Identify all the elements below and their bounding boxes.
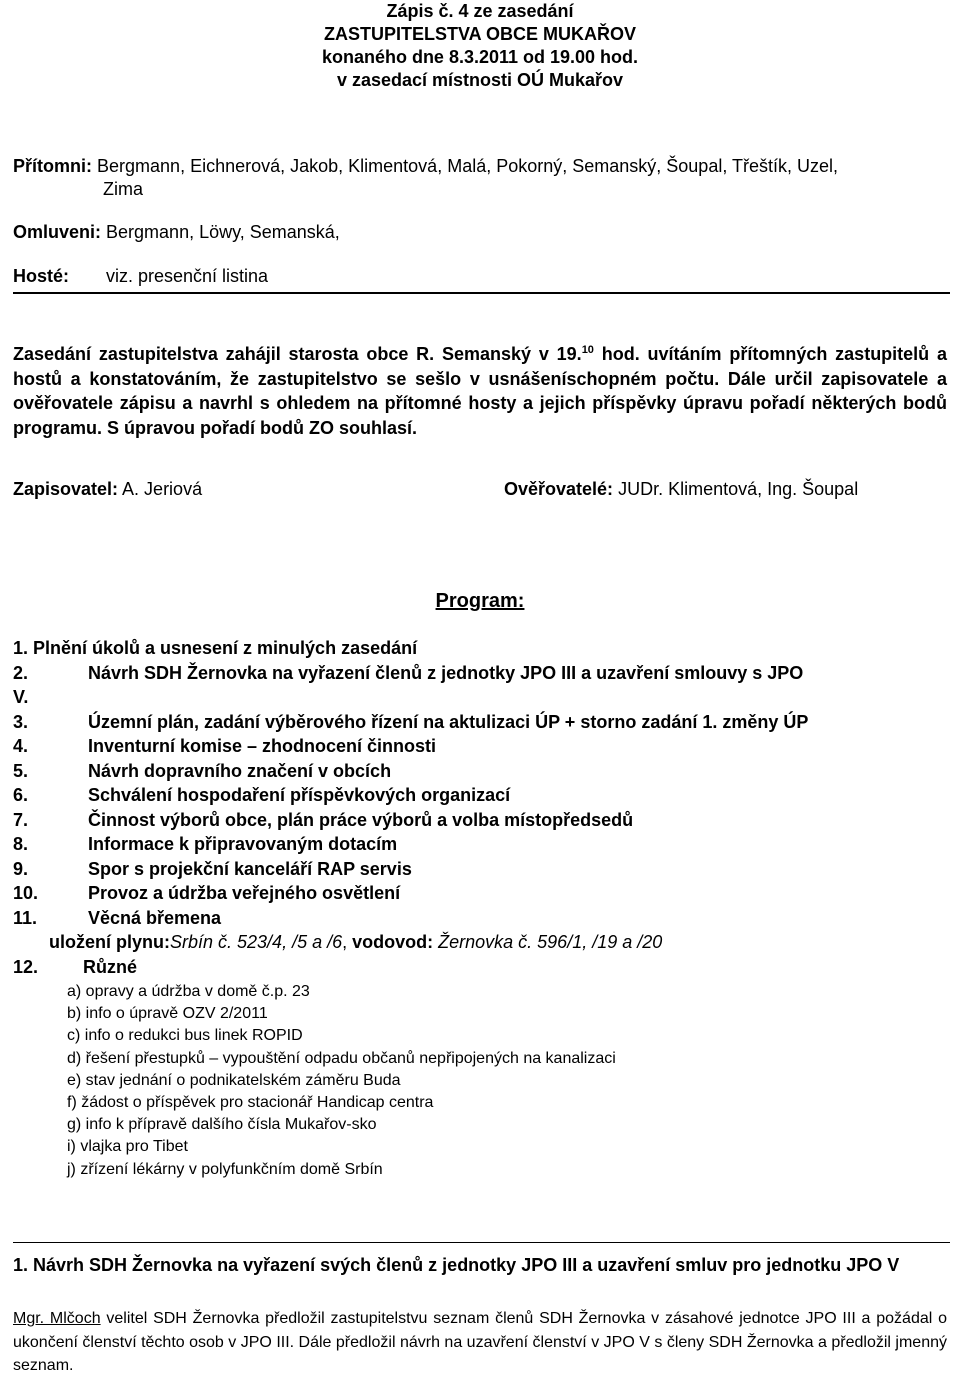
guests-value: viz. presenční listina <box>106 266 269 286</box>
header-location: v zasedací místnosti OÚ Mukařov <box>336 70 624 90</box>
program-item-text: Územní plán, zadání výběrového řízení na aktulizaci ÚP + storno zadání 1. změny ÚP <box>88 711 809 732</box>
program-item-text: Plnění úkolů a usnesení z minulých zasedání <box>33 638 418 658</box>
easement-water-label: vodovod: <box>352 932 434 952</box>
program-item-text: Návrh dopravního značení v obcích <box>88 760 392 781</box>
header-date: konaného dne 8.3.2011 od 19.00 hod. <box>321 47 639 67</box>
excused-value: Bergmann, Löwy, Semanská, <box>106 222 340 242</box>
excused-row <box>13 221 340 243</box>
section-1-title: 1. Návrh SDH Žernovka na vyřazení svých členů z jednotky JPO III a uzavření smluv pro jednotku JPO V <box>13 1255 900 1275</box>
recorder-label: Zapisovatel: <box>13 479 119 499</box>
program-item-text: Věcná břemena <box>88 907 222 928</box>
section-1-text: velitel SDH Žernovka předložil zastupitelstvu seznam členů SDH Žernovka v zásahové jednotce JPO III a požádal o ukončení členství těchto osob v JPO III. Dále předložil návrh na uzavření členství v JPO V s členy SDH Žernovka a předložil jmenný seznam. <box>13 1310 947 1374</box>
program-item-text: Návrh SDH Žernovka na vyřazení členů z jednotky JPO III a uzavření smlouvy s JPO <box>88 662 804 683</box>
sub-item: a) opravy a údržba v domě č.p. 23 <box>67 983 310 1000</box>
program-item <box>13 906 947 931</box>
header-title: Zápis č. 4 ze zasedání <box>386 1 574 21</box>
sub-item: e) stav jednání o podnikatelském záměru Buda <box>67 1071 401 1089</box>
program-item-num: 2. <box>13 662 29 683</box>
excused-label: Omluveni: <box>13 222 102 242</box>
section-divider <box>13 1242 950 1243</box>
easement-water-value: Žernovka č. 596/1, /19 a /20 <box>433 932 663 952</box>
program-item <box>13 710 947 735</box>
program-item-text: Schválení hospodaření příspěvkových organizací <box>88 785 511 805</box>
program-item-continuation <box>0 685 947 710</box>
recorder-value: A. Jeriová <box>122 479 203 499</box>
program-item-num: 3. <box>13 711 29 732</box>
sub-item: i) vlajka pro Tibet <box>67 1138 188 1156</box>
document-header <box>0 0 960 92</box>
program-item-text: Informace k připravovaným dotacím <box>88 834 398 854</box>
program-item-num: 10. <box>13 883 39 903</box>
program-item-num: 11. <box>13 907 38 928</box>
program-item <box>13 783 947 808</box>
program-item <box>13 832 947 857</box>
intro-text-1: Zasedání zastupitelstva zahájil starosta obce R. Semanský v 19. <box>13 344 582 364</box>
program-item <box>13 734 947 759</box>
program-item-num: 4. <box>13 736 29 756</box>
sub-item: f) žádost o příspěvek pro stacionář Handicap centra <box>67 1094 434 1112</box>
verifiers-row <box>504 478 858 500</box>
section-1-body <box>13 1307 947 1378</box>
present-label: Přítomni: <box>13 156 92 176</box>
verifiers-value: JUDr. Klimentová, Ing. Šoupal <box>618 479 859 499</box>
recorder-row <box>13 478 202 500</box>
present-value: Bergmann, Eichnerová, Jakob, Klimentová, Malá, Pokorný, Semanský, Šoupal, Třeštík, Uzel, <box>97 156 839 176</box>
program-item-num: 9. <box>13 858 29 879</box>
easement-gas-label: uložení plynu: <box>49 932 170 952</box>
program-item <box>13 955 947 980</box>
intro-sup: 10 <box>581 344 594 356</box>
program-item-text: Provoz a údržba veřejného osvětlení <box>88 883 401 903</box>
program-item-num: 1. <box>13 638 29 658</box>
easement-gas-value: Srbín č. 523/4, /5 a /6 <box>170 932 343 952</box>
program-list <box>13 636 947 979</box>
program-item-num: 12. <box>13 956 39 977</box>
program-item <box>13 661 947 686</box>
program-title: Program: <box>435 590 525 612</box>
program-item-num: 7. <box>13 809 29 830</box>
program-item-num: 6. <box>13 785 29 805</box>
program-item <box>13 857 947 882</box>
sub-item: j) zřízení lékárny v polyfunkčním domě Srbín <box>67 1160 383 1178</box>
intro-paragraph <box>13 338 947 440</box>
header-council: ZASTUPITELSTVA OBCE MUKAŘOV <box>323 24 636 44</box>
program-item <box>13 881 947 906</box>
easement-line <box>13 930 947 955</box>
sub-item: c) info o redukci bus linek ROPID <box>67 1027 303 1045</box>
guests-label: Hosté: <box>13 266 70 286</box>
program-item-text: Spor s projekční kanceláří RAP servis <box>88 858 412 879</box>
sub-item: d) řešení přestupků – vypouštění odpadu občanů nepřipojených na kanalizaci <box>67 1049 616 1067</box>
program-item <box>13 759 947 784</box>
intro-text-2: hod. uvítáním přítomných zastupitelů a hostů a konstatováním, že zastupitelstvo se sešlo v usnášeníschopném počtu. Dále určil zapisovatele a ověřovatele zápisu a navrhl s ohledem na přítomné hosty a jejich příspěvky úpravu pořadí některých bodů programu. S úpravou pořadí bodů ZO souhlasí. <box>13 344 947 438</box>
program-item-num: 8. <box>13 834 29 854</box>
header-divider <box>13 292 950 294</box>
program-item-text: Činnost výborů obce, plán práce výborů a volba místopředsedů <box>88 809 634 830</box>
sub-item: b) info o úpravě OZV 2/2011 <box>67 1005 268 1023</box>
program-item <box>13 808 947 833</box>
easement-separator: , <box>342 932 353 952</box>
misc-sublist <box>67 981 616 1181</box>
sub-item: g) info k přípravě dalšího čísla Mukařov-sko <box>67 1116 377 1134</box>
verifiers-label: Ověřovatelé: <box>504 479 614 499</box>
section-1-person: Mgr. Mlčoch <box>13 1310 101 1327</box>
program-item <box>13 636 947 661</box>
program-item-num: 5. <box>13 760 29 781</box>
present-row <box>13 155 953 177</box>
program-item-text: Inventurní komise – zhodnocení činnosti <box>88 736 437 756</box>
program-item-text: Různé <box>83 956 137 977</box>
present-value-cont: Zima <box>103 179 143 199</box>
program-item-text: V. <box>13 687 29 707</box>
